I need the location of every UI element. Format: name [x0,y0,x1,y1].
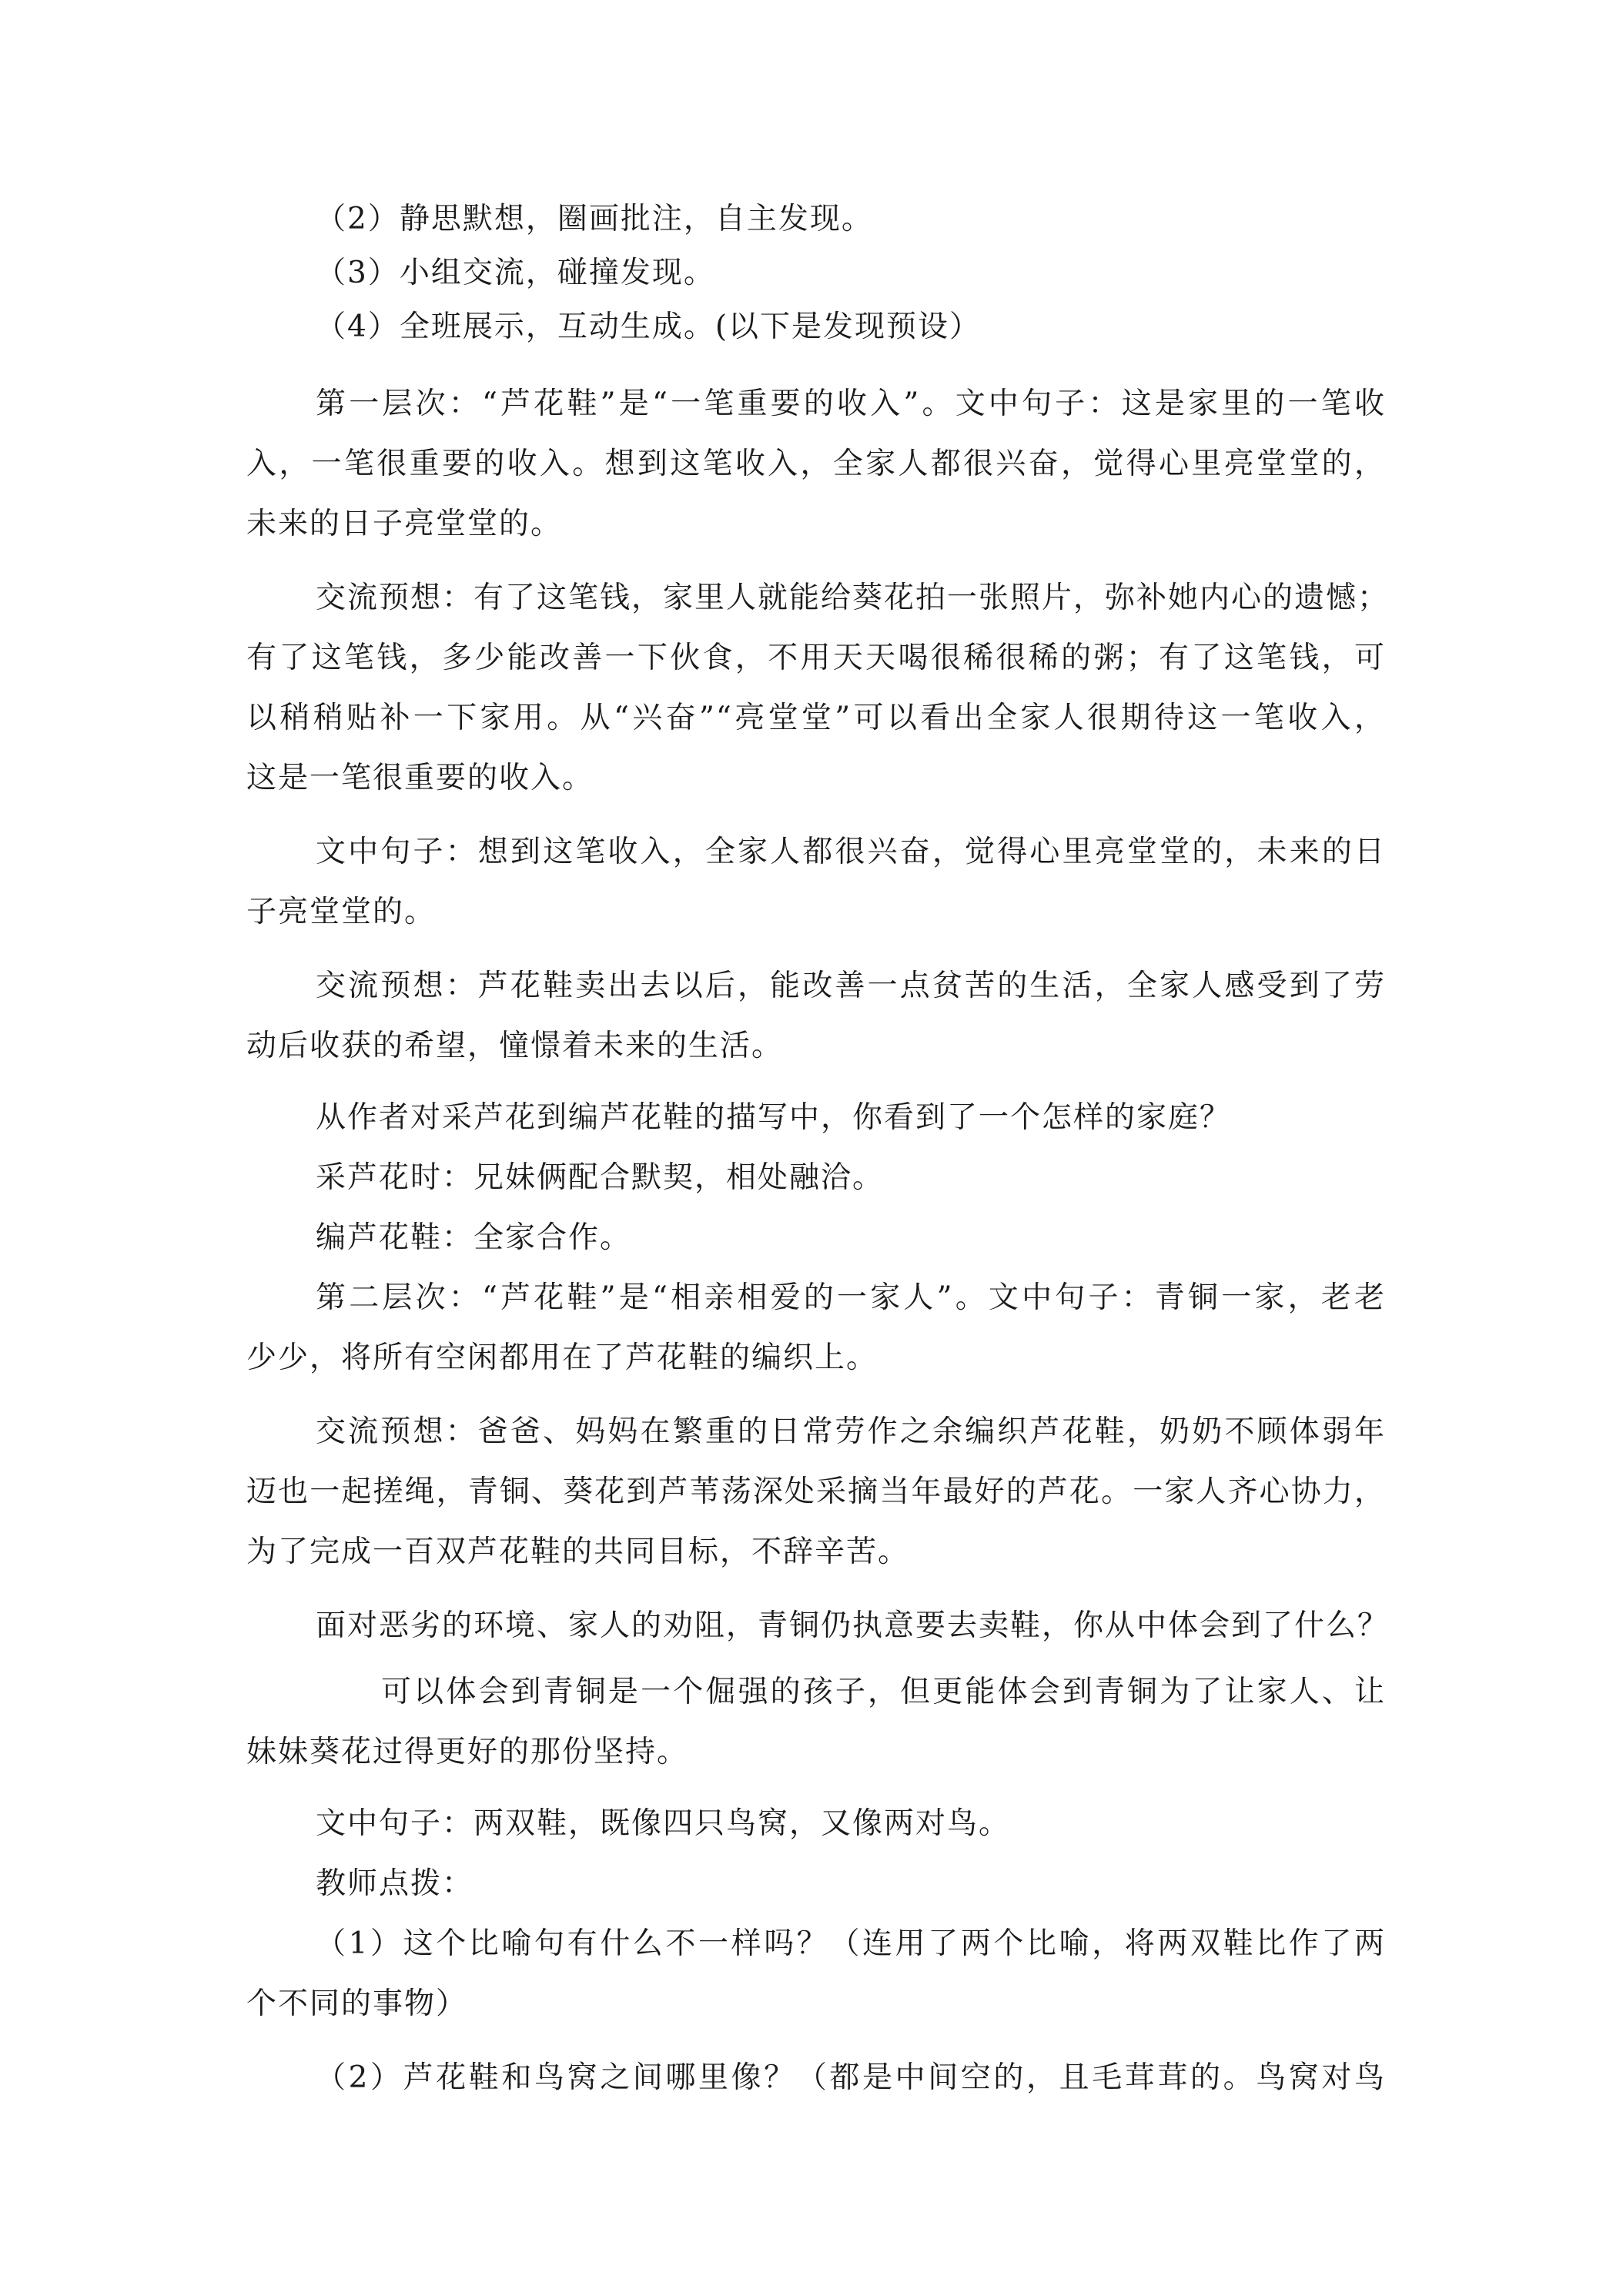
text-line: 面对恶劣的环境、家人的劝阻，青铜仍执意要去卖鞋，你从中体会到了什么？ [316,1608,1390,1643]
text-line: 教师点拨： [316,1866,474,1901]
text-line: 采芦花时：兄妹俩配合默契，相处融洽。 [316,1160,885,1195]
text-line: 第二层次：“芦花鞋”是“相亲相爱的一家人”。文中句子：青铜一家，老老 [316,1280,1386,1315]
text-line: 文中句子：两双鞋，既像四只鸟窝，又像两对鸟。 [316,1806,1011,1841]
text-line: （4）全班展示，互动生成。(以下是发现预设） [316,310,982,344]
text-line: 少少，将所有空闲都用在了芦花鞋的编织上。 [246,1340,878,1375]
text-line: 迈也一起搓绳，青铜、葵花到芦苇荡深处采摘当年最好的芦花。一家人齐心协力， [246,1474,1386,1509]
text-line: 文中句子：想到这笔收入，全家人都很兴奋，觉得心里亮堂堂的，未来的日 [316,835,1386,869]
text-line: 子亮堂堂的。 [246,895,437,929]
text-line: 第一层次：“芦花鞋”是“一笔重要的收入”。文中句子：这是家里的一笔收 [316,387,1386,421]
text-line: 交流预想：芦花鞋卖出去以后，能改善一点贫苦的生活，全家人感受到了劳 [316,969,1386,1003]
text-line: （2）静思默想，圈画批注，自主发现。 [316,202,873,236]
text-line: 妹妹葵花过得更好的那份坚持。 [246,1735,689,1769]
text-line: （3）小组交流，碰撞发现。 [316,256,715,290]
text-line: 可以体会到青铜是一个倔强的孩子，但更能体会到青铜为了让家人、让 [381,1675,1386,1709]
text-line: 交流预想：有了这笔钱，家里人就能给葵花拍一张照片，弥补她内心的遗憾； [316,581,1390,615]
text-line: （2）芦花鞋和鸟窝之间哪里像？（都是中间空的，且毛茸茸的。鸟窝对鸟 [316,2060,1386,2095]
text-line: 为了完成一百双芦花鞋的共同目标，不辞辛苦。 [246,1535,910,1569]
text-line: 有了这笔钱，多少能改善一下伙食，不用天天喝很稀很稀的粥；有了这笔钱，可 [246,641,1386,675]
text-line: 个不同的事物） [246,1986,468,2021]
text-line: 未来的日子亮堂堂的。 [246,507,563,541]
text-line: 以稍稍贴补一下家用。从“兴奋”“亮堂堂”可以看出全家人很期待这一笔收入， [246,701,1386,735]
text-line: 编芦花鞋：全家合作。 [316,1220,632,1255]
text-line: 从作者对采芦花到编芦花鞋的描写中，你看到了一个怎样的家庭？ [316,1100,1232,1135]
text-line: 这是一笔很重要的收入。 [246,761,594,795]
text-line: 交流预想：爸爸、妈妈在繁重的日常劳作之余编织芦花鞋，奶奶不顾体弱年 [316,1414,1386,1449]
text-line: 入，一笔很重要的收入。想到这笔收入，全家人都很兴奋，觉得心里亮堂堂的， [246,447,1386,481]
text-line: 动后收获的希望，憧憬着未来的生活。 [246,1029,784,1063]
text-line: （1）这个比喻句有什么不一样吗？（连用了两个比喻，将两双鞋比作了两 [316,1926,1386,1961]
